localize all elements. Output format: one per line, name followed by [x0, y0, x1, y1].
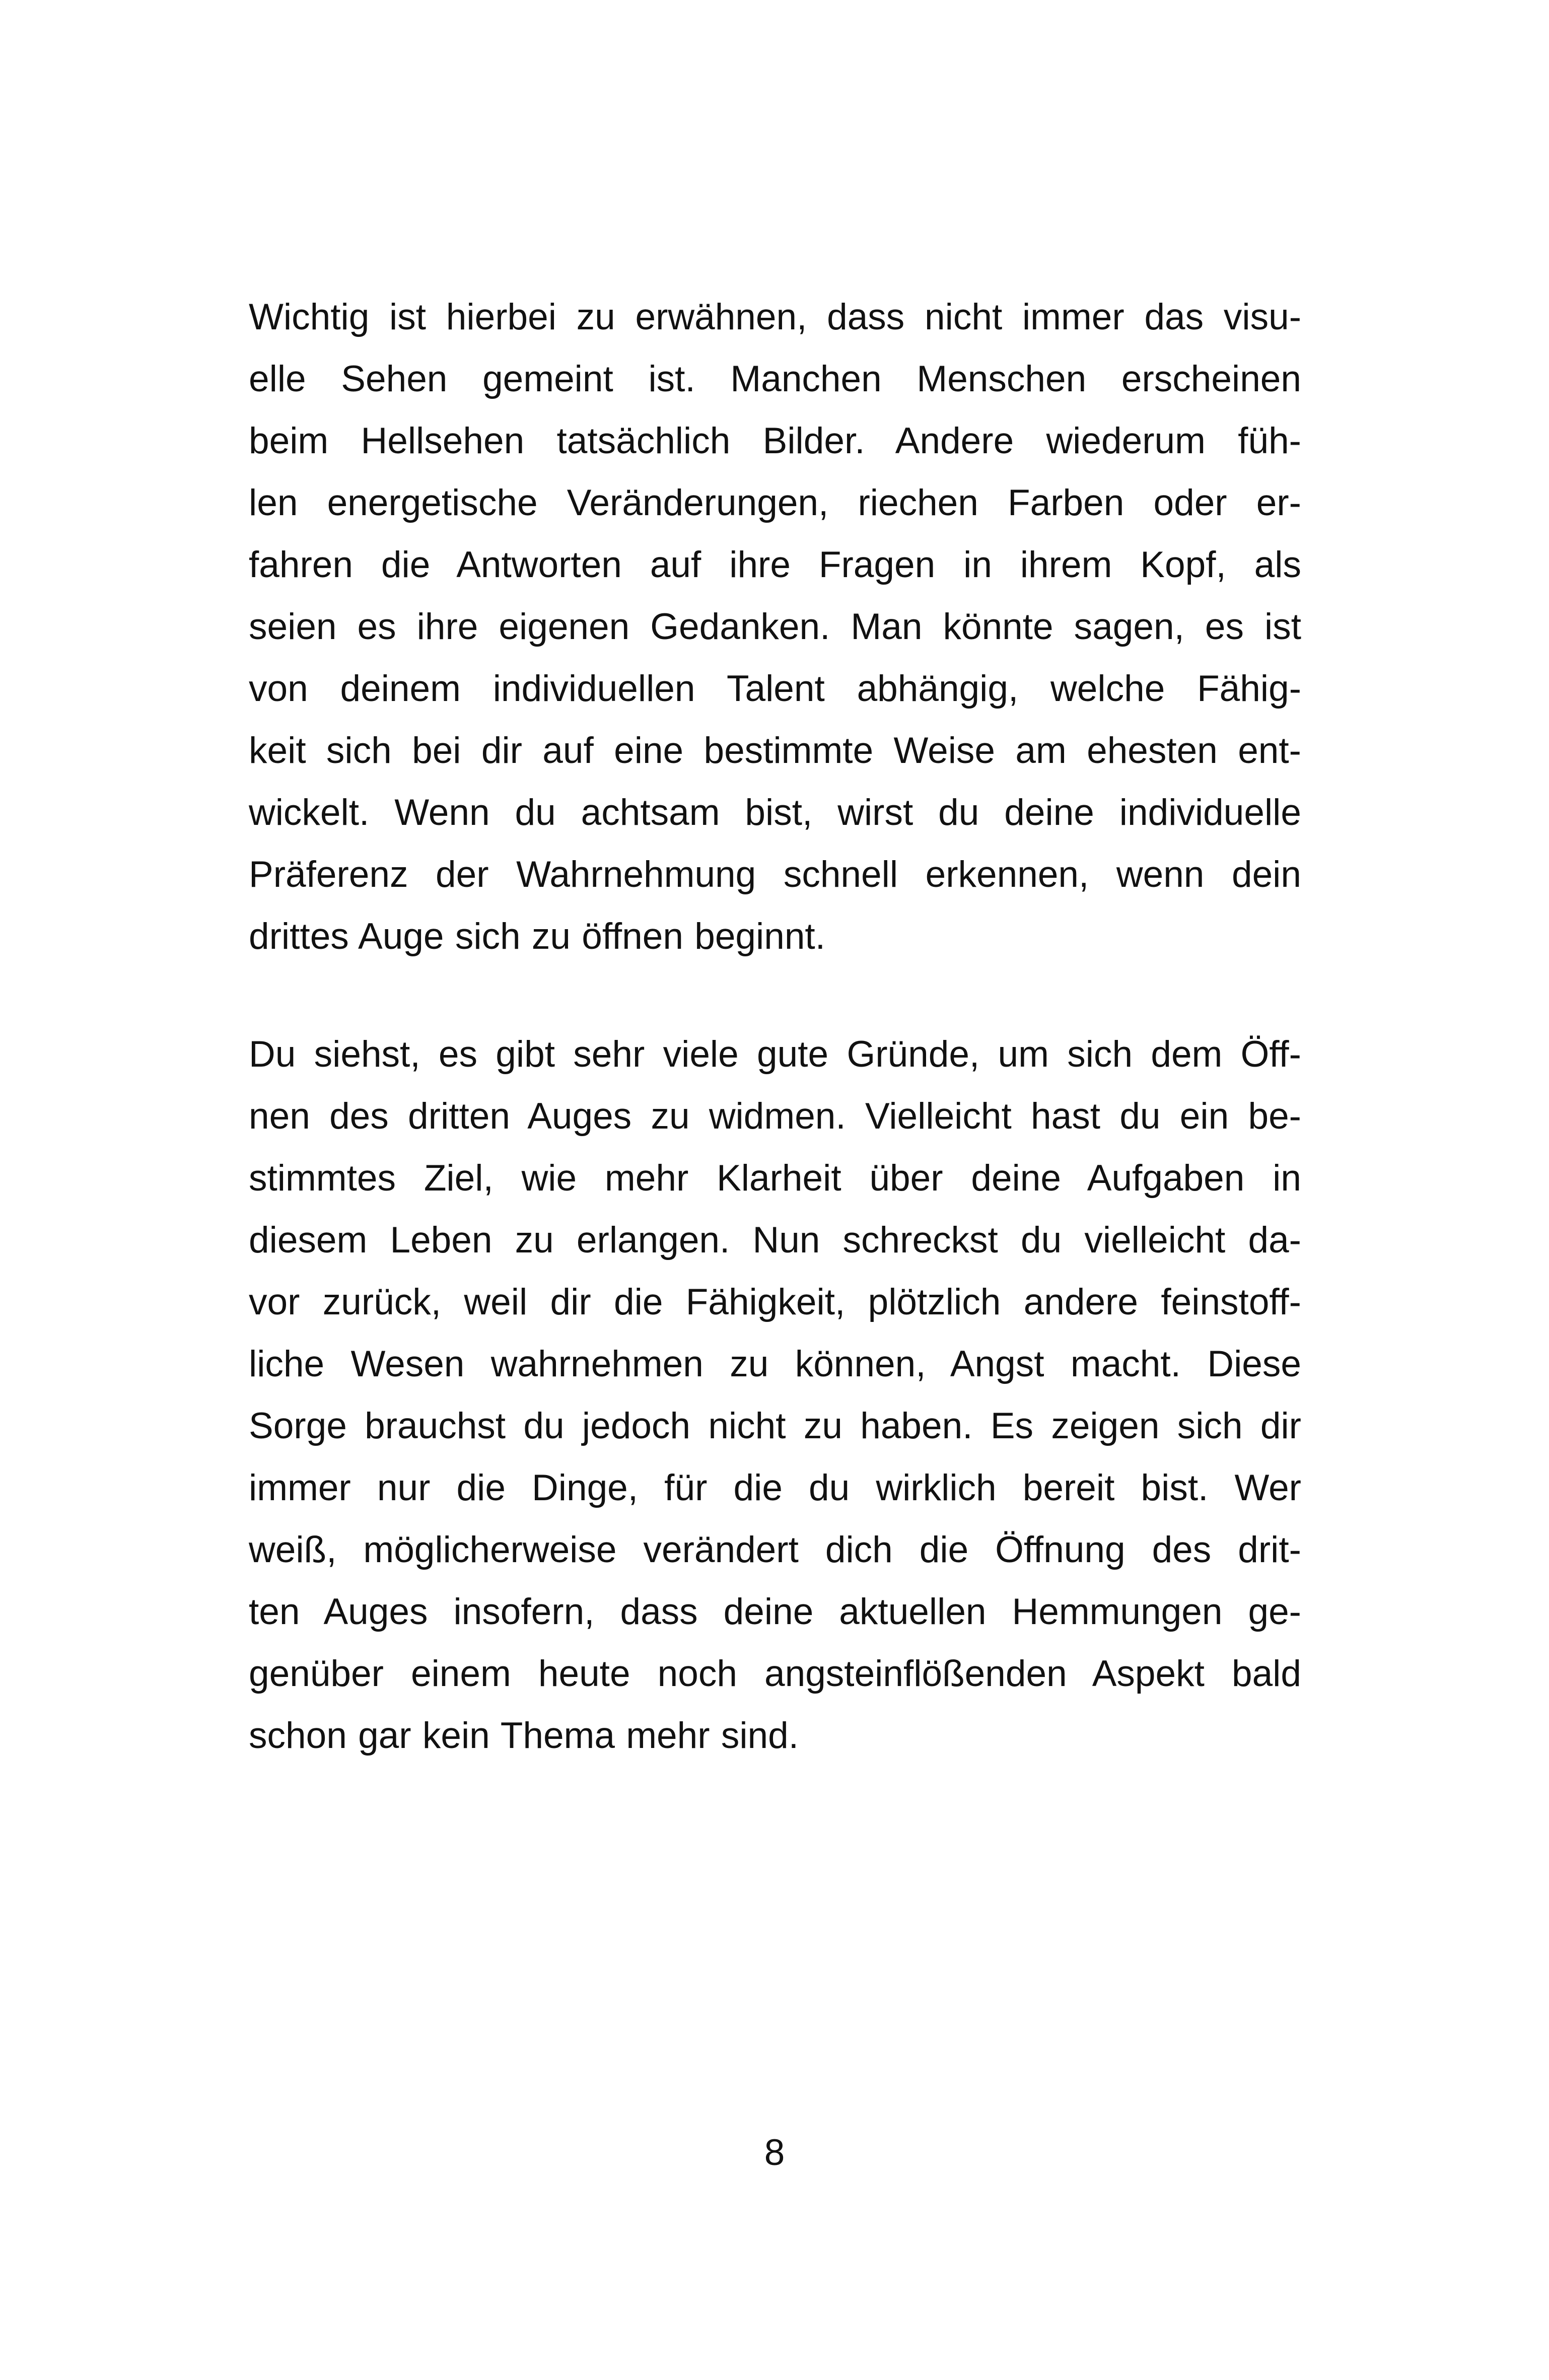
- paragraph-line: Sorge brauchst du jedoch nicht zu haben. Es zeigen sich dir: [249, 1406, 1301, 1446]
- paragraph-line: seien es ihre eigenen Gedanken. Man könnte sagen, es ist: [249, 606, 1301, 647]
- paragraph-line: elle Sehen gemeint ist. Manchen Menschen erscheinen: [249, 359, 1301, 399]
- paragraph-line: schon gar kein Thema mehr sind.: [249, 1715, 799, 1756]
- paragraph-line: drittes Auge sich zu öffnen beginnt.: [249, 916, 825, 957]
- paragraph-line: stimmtes Ziel, wie mehr Klarheit über deine Aufgaben in: [249, 1158, 1301, 1199]
- paragraph-line: von deinem individuellen Talent abhängig, welche Fähig-: [249, 668, 1301, 709]
- paragraph-2: [249, 1023, 1301, 1767]
- paragraph-line: Wichtig ist hierbei zu erwähnen, dass nicht immer das visu-: [249, 297, 1301, 337]
- paragraph-line: len energetische Veränderungen, riechen Farben oder er-: [249, 482, 1301, 523]
- paragraph-line: nen des dritten Auges zu widmen. Vielleicht hast du ein be-: [249, 1096, 1301, 1137]
- paragraph-line: genüber einem heute noch angsteinflößenden Aspekt bald: [249, 1653, 1301, 1694]
- paragraph-line: Präferenz der Wahrnehmung schnell erkennen, wenn dein: [249, 854, 1301, 895]
- paragraph-line: immer nur die Dinge, für die du wirklich bereit bist. Wer: [249, 1467, 1301, 1508]
- paragraph-line: liche Wesen wahrnehmen zu können, Angst macht. Diese: [249, 1344, 1301, 1384]
- paragraph-line: keit sich bei dir auf eine bestimmte Weise am ehesten ent-: [249, 730, 1301, 771]
- paragraph-line: fahren die Antworten auf ihre Fragen in ihrem Kopf, als: [249, 544, 1301, 585]
- paragraph-line: wickelt. Wenn du achtsam bist, wirst du deine individuelle: [249, 792, 1301, 833]
- paragraph-line: ten Auges insofern, dass deine aktuellen Hemmungen ge-: [249, 1591, 1301, 1632]
- paragraph-line: diesem Leben zu erlangen. Nun schreckst du vielleicht da-: [249, 1220, 1301, 1261]
- paragraph-line: weiß, möglicherweise verändert dich die Öffnung des drit-: [249, 1529, 1301, 1570]
- paragraph-line: vor zurück, weil dir die Fähigkeit, plötzlich andere feinstoff-: [249, 1282, 1301, 1322]
- paragraph-line: Du siehst, es gibt sehr viele gute Gründe, um sich dem Öff-: [249, 1034, 1301, 1075]
- paragraph-1: [249, 286, 1301, 967]
- page-number: 8: [764, 2132, 785, 2173]
- paragraph-line: beim Hellsehen tatsächlich Bilder. Andere wiederum füh-: [249, 421, 1301, 461]
